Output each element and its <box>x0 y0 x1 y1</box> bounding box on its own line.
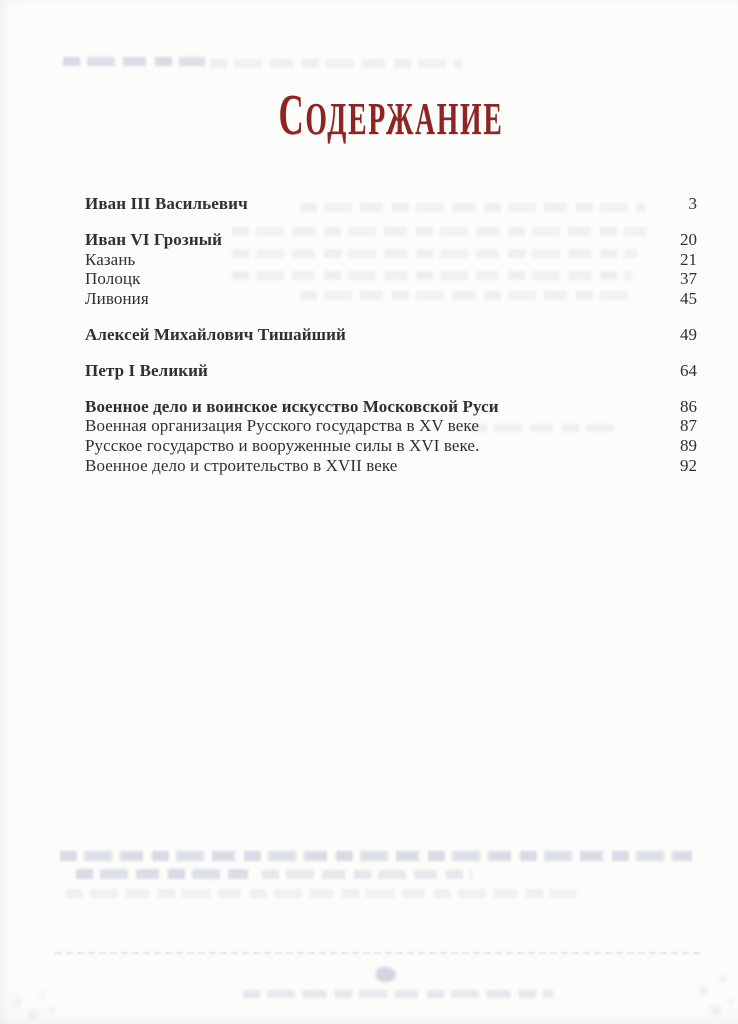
toc-entry-page-number: 92 <box>680 455 697 475</box>
scan-noise <box>688 968 738 1024</box>
toc-entry-label: Военная организация Русского государства в XV веке <box>85 416 479 436</box>
toc-entry <box>85 325 697 345</box>
toc-entry-page-number: 37 <box>680 269 697 289</box>
bleedthrough-text <box>76 869 248 879</box>
toc-entry-page-number: 21 <box>680 249 697 269</box>
toc-entry-page-number: 3 <box>688 194 697 213</box>
toc-entry-page-number: 49 <box>680 324 697 344</box>
toc-entry <box>85 289 697 309</box>
bleedthrough-text <box>262 870 472 879</box>
bleedthrough-text <box>243 990 553 998</box>
toc-entry <box>85 416 697 436</box>
toc-entry <box>85 230 697 250</box>
toc-entry <box>85 269 697 289</box>
toc-entry-page-number: 87 <box>680 416 697 436</box>
toc-entry-label: Казань <box>85 249 136 269</box>
bleedthrough-text <box>66 889 576 898</box>
toc-entry-label: Полоцк <box>85 269 141 289</box>
toc-entry <box>85 456 697 476</box>
toc-entry <box>85 436 697 456</box>
toc-group <box>85 325 697 345</box>
bleedthrough-ornament <box>376 967 396 982</box>
toc-entry-label: Русское государство и вооруженные силы в XVI веке. <box>85 436 480 456</box>
toc-entry-label: Военное дело и воинское искусство Московской Руси <box>85 396 499 416</box>
bleedthrough-text <box>60 851 692 861</box>
toc-entry-label: Военное дело и строительство в XVII веке <box>85 455 398 475</box>
bleedthrough-rule <box>55 952 700 954</box>
toc-entry <box>85 194 697 214</box>
toc-entry-label: Иван III Васильевич <box>85 194 248 213</box>
table-of-contents <box>85 194 697 476</box>
toc-group <box>85 397 697 476</box>
toc-entry-page-number: 89 <box>680 436 697 456</box>
toc-entry-label: Петр I Великий <box>85 360 208 380</box>
toc-entry-page-number: 86 <box>680 396 697 416</box>
toc-entry-label: Ливония <box>85 289 149 309</box>
page-title: СОДЕРЖАНИЕ <box>278 82 504 147</box>
toc-group <box>85 194 697 214</box>
toc-entry <box>85 250 697 270</box>
bleedthrough-text <box>63 57 205 66</box>
toc-entry-page-number: 64 <box>680 360 697 380</box>
toc-entry <box>85 361 697 381</box>
toc-group <box>85 230 697 309</box>
toc-entry-page-number: 20 <box>680 229 697 249</box>
bleedthrough-text <box>210 59 462 68</box>
toc-entry-page-number: 45 <box>680 289 697 309</box>
scan-noise <box>0 988 60 1024</box>
toc-group <box>85 361 697 381</box>
toc-entry <box>85 397 697 417</box>
toc-entry-label: Алексей Михайлович Тишайший <box>85 324 346 344</box>
toc-entry-label: Иван VI Грозный <box>85 229 222 249</box>
